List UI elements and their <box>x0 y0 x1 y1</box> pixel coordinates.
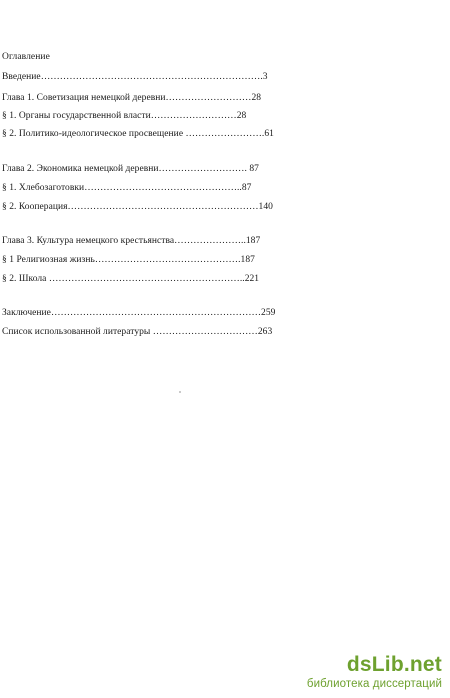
watermark <box>307 654 442 691</box>
toc-title: Оглавление <box>2 52 50 62</box>
toc-entry-chapter-3: Глава 3. Культура немецкого крестьянства…………………..187 <box>2 236 261 246</box>
toc-entry-chapter-3-section-1: § 1 Религиозная жизнь……………………………………….187 <box>2 255 255 265</box>
watermark-logo: dsLib.net <box>346 653 442 676</box>
toc-entry-chapter-1-section-1: § 1. Органы государственной власти………………………28 <box>2 111 247 121</box>
watermark-subtitle: библиотека диссертаций <box>306 678 442 690</box>
toc-entry-bibliography: Список использованной литературы ……………………………263 <box>2 327 273 337</box>
toc-entry-conclusion: Заключение…………………………………………………………259 <box>2 308 276 318</box>
scan-artifact <box>179 391 181 393</box>
toc-entry-introduction: Введение…………………………………………………………….3 <box>2 72 268 82</box>
toc-entry-chapter-2: Глава 2. Экономика немецкой деревни………………………. 87 <box>2 164 259 174</box>
toc-entry-chapter-1-section-2: § 2. Политико-идеологическое просвещение …………………….61 <box>2 129 274 139</box>
toc-entry-chapter-1: Глава 1. Советизация немецкой деревни………………………28 <box>2 93 262 103</box>
toc-entry-chapter-3-section-2: § 2. Школа ……………………………………………………..221 <box>2 274 260 284</box>
toc-entry-chapter-2-section-2: § 2. Кооперация……………………………………………………140 <box>2 202 273 212</box>
toc-entry-chapter-2-section-1: § 1. Хлебозаготовки…………………………………………..87 <box>2 183 252 193</box>
